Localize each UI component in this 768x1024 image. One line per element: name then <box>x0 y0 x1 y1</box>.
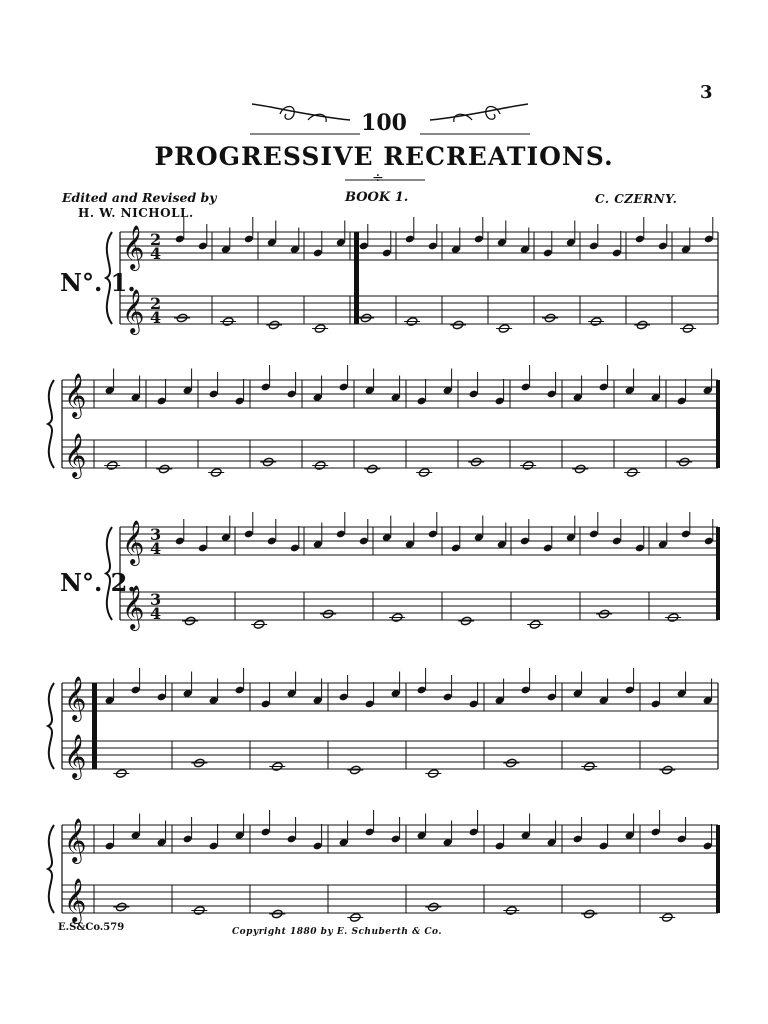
treble-clef: 𝄞 <box>122 520 145 564</box>
editor-name: H. W. NICHOLL. <box>78 206 194 220</box>
time-signature-bottom: 4 <box>150 604 162 623</box>
brace <box>48 380 54 468</box>
treble-clef: 𝄞 <box>64 818 87 862</box>
repeat-start-bar <box>92 683 97 769</box>
collection-number: 100 <box>361 110 407 136</box>
bass-staff-treble-clef: 𝄞 <box>64 433 87 477</box>
brace <box>48 683 54 769</box>
time-signature-bottom: 4 <box>150 539 162 558</box>
copyright-notice: Copyright 1880 by E. Schuberth & Co. <box>232 927 443 937</box>
composer-name: C. CZERNY. <box>595 192 678 206</box>
edited-by-line: Edited and Revised by <box>62 190 217 205</box>
book-label: BOOK 1. <box>345 190 409 205</box>
time-signature-bottom: 4 <box>150 244 162 263</box>
time-signature-top: 3 <box>150 525 162 544</box>
bass-staff-treble-clef: 𝄞 <box>122 289 145 333</box>
bass-staff-treble-clef: 𝄞 <box>64 734 87 778</box>
time-signature-top: 3 <box>150 590 162 609</box>
brace <box>48 825 54 913</box>
treble-clef: 𝄞 <box>64 373 87 417</box>
bass-staff-treble-clef: 𝄞 <box>122 585 145 629</box>
repeat-bar <box>354 232 359 324</box>
piece-1-label: N°. 1. <box>60 268 136 297</box>
bass-staff-treble-clef: 𝄞 <box>64 878 87 922</box>
page-title: PROGRESSIVE RECREATIONS. <box>154 142 614 171</box>
page-number: 3 <box>700 82 713 103</box>
piece-2-label: N°. 2. <box>60 568 136 597</box>
time-signature-top: 2 <box>150 294 162 313</box>
brace <box>106 232 112 324</box>
treble-clef: 𝄞 <box>64 676 87 720</box>
title-divider: ÷ <box>372 170 384 186</box>
time-signature-top: 2 <box>150 230 162 249</box>
treble-clef: 𝄞 <box>122 225 145 269</box>
time-signature-bottom: 4 <box>150 308 162 327</box>
brace <box>106 527 112 620</box>
footer-catalog: E.S&Co.579 <box>58 922 125 933</box>
